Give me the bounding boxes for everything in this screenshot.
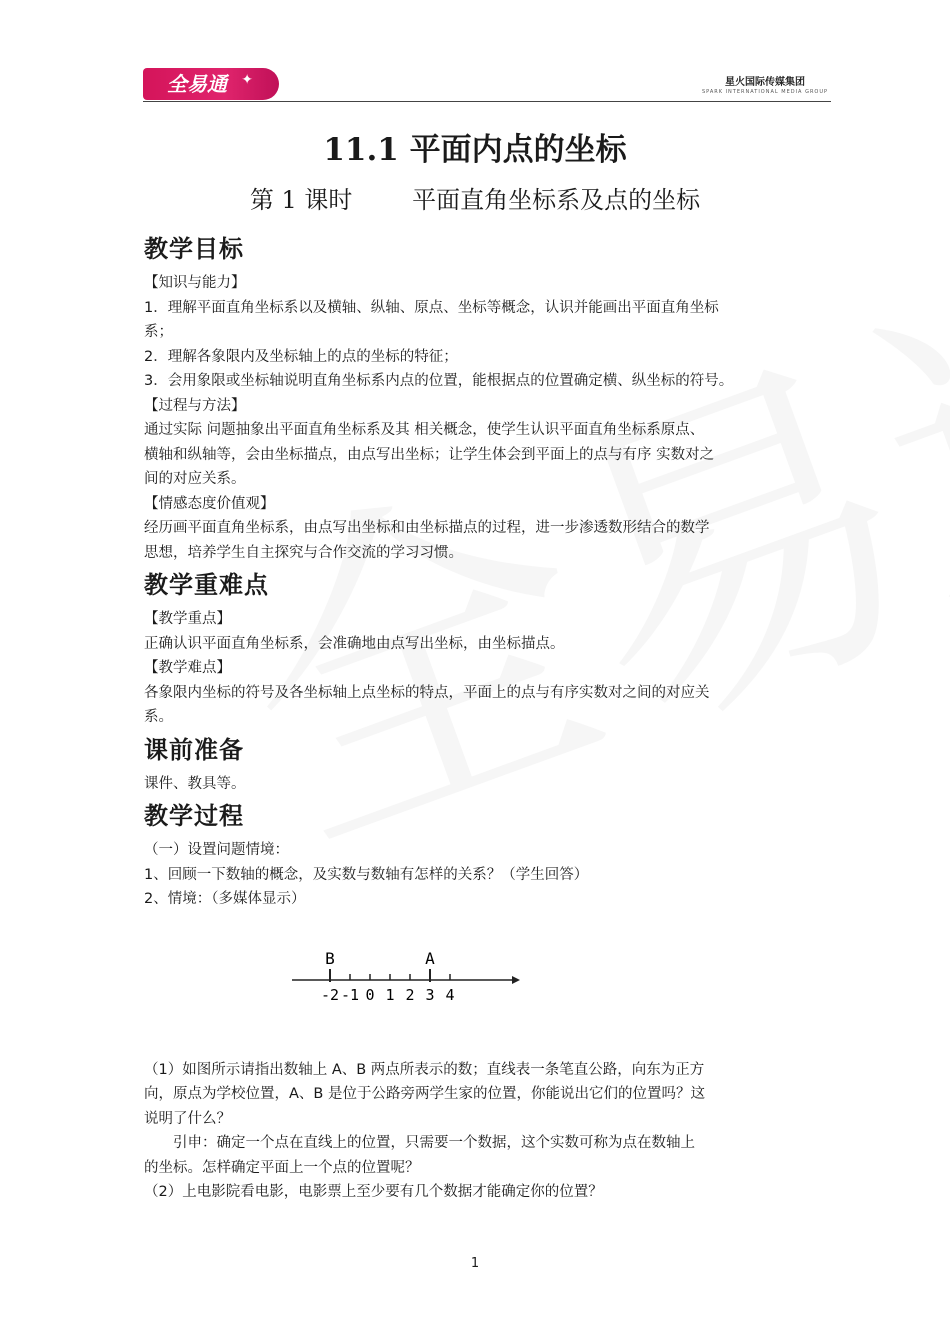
paragraph-line: 向，原点为学校位置，A、B 是位于公路旁两学生家的位置，你能说出它们的位置吗？这: [144, 1086, 705, 1102]
goals-attitude-label: 【情感态度价值观】: [144, 495, 275, 512]
section-heading-preparation: 课前准备: [144, 735, 244, 764]
sparkle-icon: ✦: [241, 72, 253, 88]
paragraph-line: 2、情境：（多媒体显示）: [144, 891, 306, 907]
number-line-diagram: [144, 942, 812, 1052]
publisher-name: [700, 73, 830, 95]
paragraph-line: 2．理解各象限内及坐标轴上的点的坐标的特征；: [144, 348, 458, 365]
paragraph-line: 经历画平面直角坐标系，由点写出坐标和由坐标描点的过程，进一步渗透数形结合的数学: [144, 520, 710, 536]
paragraph-line: （1）如图所示请指出数轴上 A、B 两点所表示的数；直线表一条笔直公路，向东为正方: [144, 1061, 705, 1078]
point-b-label: B: [325, 948, 335, 968]
section-heading-process: 教学过程: [144, 802, 244, 830]
document-body: [144, 229, 812, 1205]
lesson-topic: 平面直角坐标系及点的坐标: [412, 186, 701, 214]
point-a-label: A: [425, 948, 435, 968]
publisher-name-cn: 星火国际传媒集团: [725, 77, 805, 88]
number-line-tick-label: -2: [320, 985, 340, 1004]
paragraph-line: （一）设置问题情境：: [144, 842, 289, 858]
number-line-tick-label: 2: [405, 985, 415, 1004]
paragraph-line: 系；: [144, 324, 173, 340]
paragraph-line: 的坐标。怎样确定平面上一个点的位置呢？: [144, 1159, 420, 1176]
number-line-tick-label: 0: [365, 985, 375, 1004]
section-heading-goals: 教学目标: [144, 235, 244, 263]
section-heading-key-points: 教学重难点: [144, 571, 269, 599]
goals-process-label: 【过程与方法】: [144, 397, 246, 414]
paragraph-line: 系。: [144, 709, 173, 725]
logo-text: 全易通: [167, 72, 227, 96]
page-title: 11.1 平面内点的坐标: [323, 132, 627, 168]
paragraph-line: 课件、教具等。: [144, 775, 246, 792]
page-number: 1: [470, 1256, 480, 1271]
paragraph-line: 各象限内坐标的符号及各坐标轴上点坐标的特点，平面上的点与有序实数对之间的对应关: [144, 684, 710, 701]
paragraph-line: 横轴和纵轴等，会由坐标描点，由点写出坐标；让学生体会到平面上的点与有序 实数对之: [144, 446, 715, 463]
number-line-svg: [286, 942, 526, 1012]
paragraph-line: 间的对应关系。: [144, 471, 246, 487]
number-line-tick-label: 4: [445, 985, 455, 1004]
arrow-head-icon: [512, 976, 520, 984]
number-line-tick-label: 1: [385, 985, 395, 1004]
page-subtitle: [0, 183, 950, 217]
number-line-tick-label: -1: [340, 985, 360, 1004]
paragraph-line: 通过实际 问题抽象出平面直角坐标系及其 相关概念，使学生认识平面直角坐标系原点、: [144, 422, 705, 438]
focus-label: 【教学重点】: [144, 611, 231, 627]
paragraph-line: 引申：确定一个点在直线上的位置，只需要一个数据，这个实数可称为点在数轴上: [173, 1135, 695, 1151]
publisher-name-en: SPARK INTERNATIONAL MEDIA GROUP: [701, 89, 829, 95]
difficulty-label: 【教学难点】: [144, 660, 231, 676]
paragraph-line: 思想，培养学生自主探究与合作交流的学习习惯。: [144, 544, 463, 561]
paragraph-line: 1．理解平面直角坐标系以及横轴、纵轴、原点、坐标等概念，认识并能画出平面直角坐标: [144, 299, 719, 316]
brand-logo: [143, 68, 279, 100]
goals-knowledge-label: 【知识与能力】: [144, 275, 246, 291]
header-divider: [143, 101, 831, 102]
paragraph-line: 正确认识平面直角坐标系，会准确地由点写出坐标，由坐标描点。: [144, 635, 565, 652]
lesson-number: 第 1 课时: [249, 186, 353, 214]
paragraph-line: 1、回顾一下数轴的概念，及实数与数轴有怎样的关系？（学生回答）: [144, 866, 589, 883]
paragraph-line: 说明了什么？: [144, 1110, 231, 1127]
paragraph-line: （2）上电影院看电影，电影票上至少要有几个数据才能确定你的位置？: [144, 1184, 603, 1200]
number-line-tick-label: 3: [425, 985, 435, 1004]
paragraph-line: 3．会用象限或坐标轴说明直角坐标系内点的位置，能根据点的位置确定横、纵坐标的符号。: [144, 373, 734, 389]
